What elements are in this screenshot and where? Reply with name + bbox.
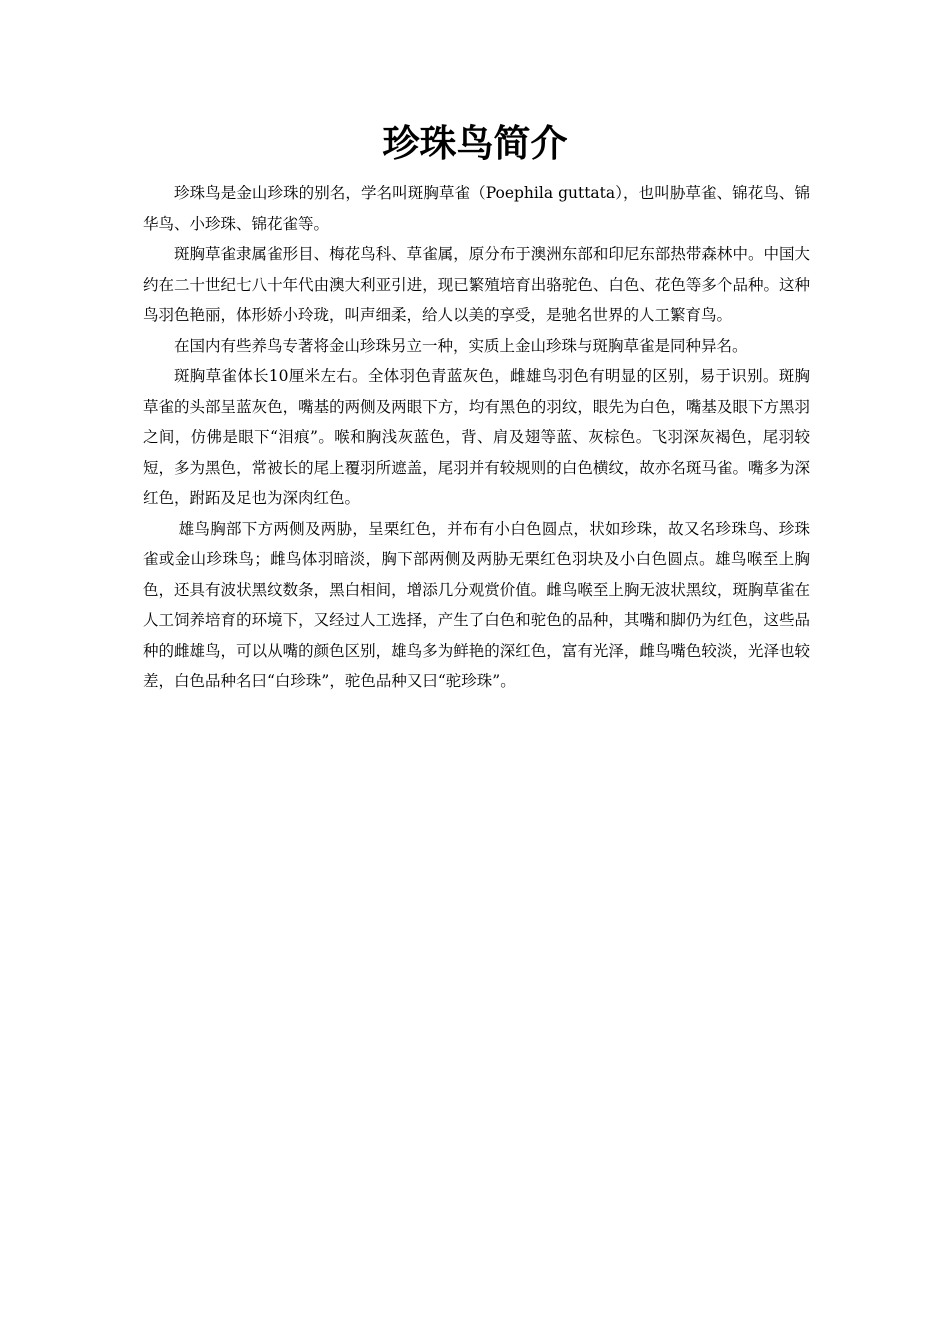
document-title: 珍珠鸟简介 xyxy=(382,122,568,165)
paragraph-sex-differences: 雄鸟胸部下方两侧及两胁，呈栗红色，并布有小白色圆点，状如珍珠，故又名珍珠鸟、珍珠雀或金山珍珠鸟；雌鸟体羽暗淡，胸下部两侧及两胁无栗红色羽块及小白色圆点。雄鸟喉至上胸色，还具有波状黑纹数条，黑白相间，增添几分观赏价值。雌鸟喉至上胸无波状黑纹，斑胸草雀在人工饲养培育的环境下，又经过人工选择，产生了白色和驼色的品种，其嘴和脚仍为红色，这些品种的雌雄鸟，可以从嘴的颜色区别，雄鸟多为鲜艳的深红色，富有光泽，雌鸟嘴色较淡，光泽也较差，白色品种名曰“白珍珠”，驼色品种又曰“驼珍珠”。 xyxy=(143,519,810,690)
paragraph-intro: 珍珠鸟是金山珍珠的别名，学名叫斑胸草雀（Poephila guttata），也叫胁草雀、锦花鸟、锦华鸟、小珍珠、锦花雀等。 xyxy=(143,184,810,233)
document-body xyxy=(143,178,810,697)
paragraph-synonym: 在国内有些养鸟专著将金山珍珠另立一种，实质上金山珍珠与斑胸草雀是同种异名。 xyxy=(174,336,748,355)
paragraph-taxonomy: 斑胸草雀隶属雀形目、梅花鸟科、草雀属，原分布于澳洲东部和印尼东部热带森林中。中国大约在二十世纪七八十年代由澳大利亚引进，现已繁殖培育出骆驼色、白色、花色等多个品种。这种鸟羽色艳丽，体形娇小玲珑，叫声细柔，给人以美的享受，是驰名世界的人工繁育鸟。 xyxy=(143,245,810,324)
paragraph-appearance: 斑胸草雀体长10厘米左右。全体羽色青蓝灰色，雌雄鸟羽色有明显的区别，易于识别。斑胸草雀的头部呈蓝灰色，嘴基的两侧及两眼下方，均有黑色的羽纹，眼先为白色，嘴基及眼下方黑羽之间，仿佛是眼下“泪痕”。喉和胸浅灰蓝色，背、肩及翅等蓝、灰棕色。飞羽深灰褐色，尾羽较短，多为黑色，常被长的尾上覆羽所遮盖，尾羽并有较规则的白色横纹，故亦名斑马雀。嘴多为深红色，跗跖及足也为深肉红色。 xyxy=(143,367,810,507)
